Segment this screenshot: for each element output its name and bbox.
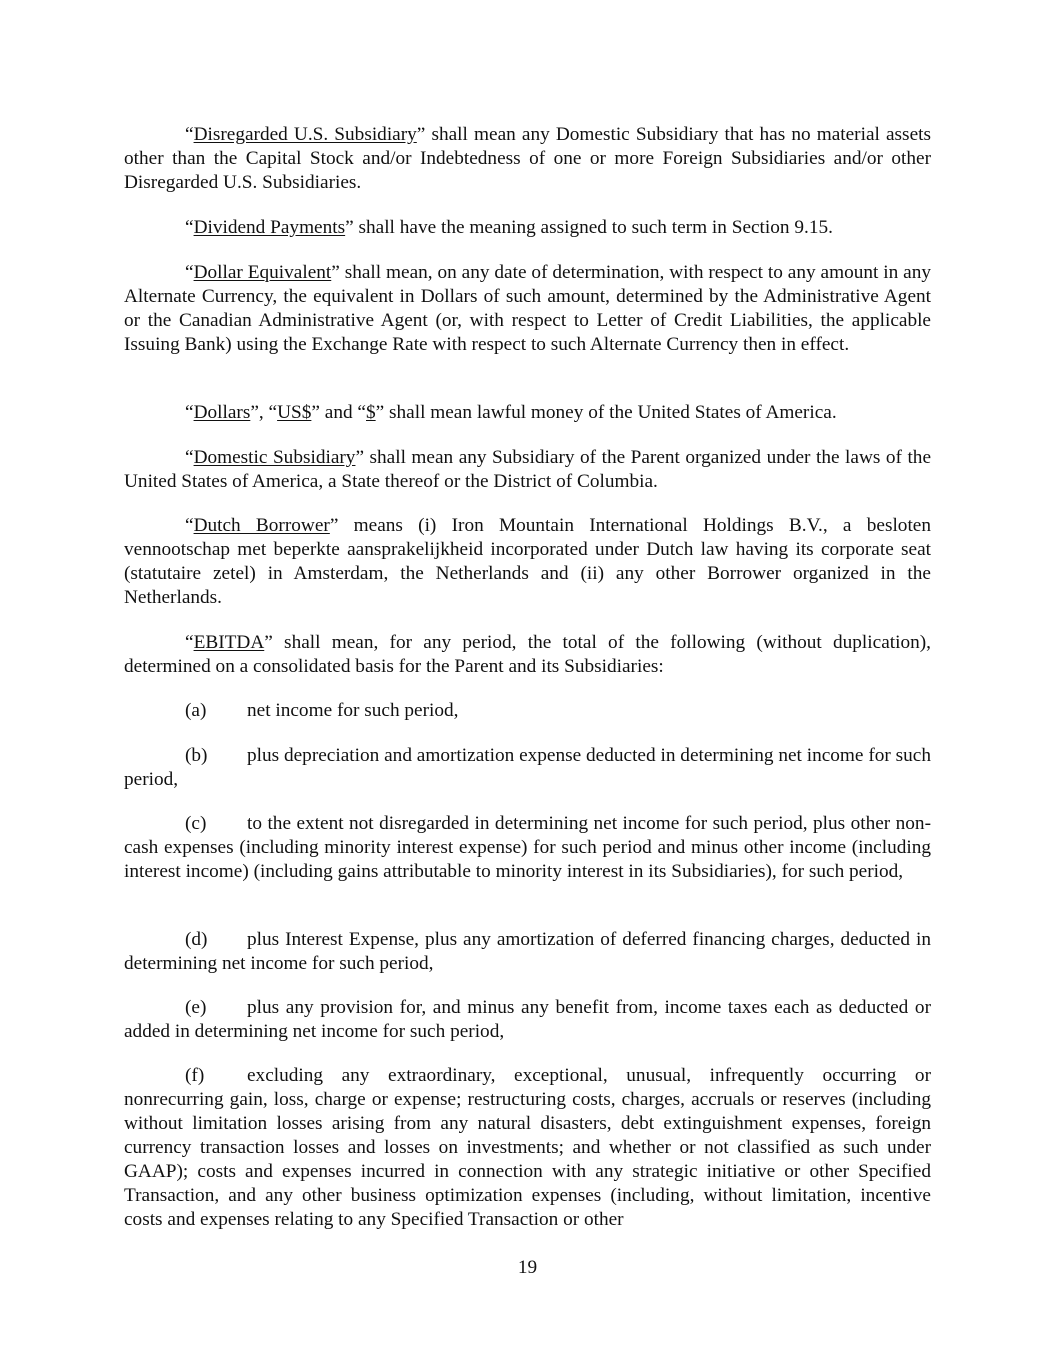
definition-dutch-borrower: “Dutch Borrower” means (i) Iron Mountain International Holdings B.V., a besloten vennootschap met beperkte aansprakelijkheid incorporated under Dutch law having its corporate seat (statutaire zetel) in Amsterdam, the Netherlands and (ii) any other Borrower organized in the Netherlands. <box>124 515 932 608</box>
defined-term: Dollar Equivalent <box>193 262 332 283</box>
clause-label: (f) <box>185 1065 205 1086</box>
defined-term: Dividend Payments <box>193 217 346 238</box>
clause-d: (d) plus Interest Expense, plus any amortization of deferred financing charges, deducted in determining net income for such period, <box>124 929 931 974</box>
clause-e: (e) plus any provision for, and minus any benefit from, income taxes each as deducted or added in determining net income for such period, <box>124 997 931 1042</box>
defined-term: EBITDA <box>193 632 265 653</box>
page-number: 19 <box>517 1257 538 1278</box>
defined-term: US$ <box>277 402 312 423</box>
clause-label: (b) <box>185 745 208 766</box>
clause-b: (b) plus depreciation and amortization expense deducted in determining net income for such period, <box>124 745 931 790</box>
definition-dollars: “Dollars”, “US$” and “$” shall mean lawful money of the United States of America. <box>185 402 837 423</box>
definition-dividend-payments: “Dividend Payments” shall have the meaning assigned to such term in Section 9.15. <box>185 217 833 238</box>
clause-a: (a) net income for such period, <box>185 700 459 721</box>
definition-domestic-subsidiary: “Domestic Subsidiary” shall mean any Subsidiary of the Parent organized under the laws of the United States of America, a State thereof or the District of Columbia. <box>124 447 932 492</box>
clause-f: (f) excluding any extraordinary, exceptional, unusual, infrequently occurring or nonrecurring gain, loss, charge or expense; restructuring costs, charges, accruals or reserves (including without limitation losses arising from any natural disasters, debt extinguishment expenses, foreign currency transaction losses and losses on investments; and whether or not classified as such under GAAP); costs and expenses incurred in connection with any strategic initiative or other Specified Transaction, and any other business optimization expenses (including, without limitation, incentive costs and expenses relating to any Specified Transaction or other <box>124 1065 931 1230</box>
clause-label: (d) <box>185 929 208 950</box>
clause-label: (e) <box>185 997 207 1018</box>
clause-label: (a) <box>185 700 207 721</box>
clause-c: (c) to the extent not disregarded in determining net income for such period, plus other non-cash expenses (including minority interest expense) for such period and minus other income (including interest income) (including gains attributable to minority interest in its Subsidiaries), for such period, <box>124 813 931 882</box>
defined-term: Dollars <box>193 402 251 423</box>
definition-dollar-equivalent: “Dollar Equivalent” shall mean, on any date of determination, with respect to any amount in any Alternate Currency, the equivalent in Dollars of such amount, determined by the Administrative Agent or the Canadian Administrative Agent (or, with respect to Letter of Credit Liabilities, the applicable Issuing Bank) using the Exchange Rate with respect to such Alternate Currency then in effect. <box>124 262 931 355</box>
defined-term: Disregarded U.S. Subsidiary <box>193 124 417 145</box>
definition-disregarded-us-subsidiary: “Disregarded U.S. Subsidiary” shall mean any Domestic Subsidiary that has no material assets other than the Capital Stock and/or Indebtedness of one or more Foreign Subsidiaries and/or other Disregarded U.S. Subsidiaries. <box>124 124 931 193</box>
defined-term: Dutch Borrower <box>193 515 330 536</box>
clause-label: (c) <box>185 813 207 834</box>
defined-term: Domestic Subsidiary <box>193 447 356 468</box>
defined-term: $ <box>366 402 376 423</box>
definition-ebitda: “EBITDA” shall mean, for any period, the total of the following (without duplication), determined on a consolidated basis for the Parent and its Subsidiaries: <box>124 632 931 677</box>
